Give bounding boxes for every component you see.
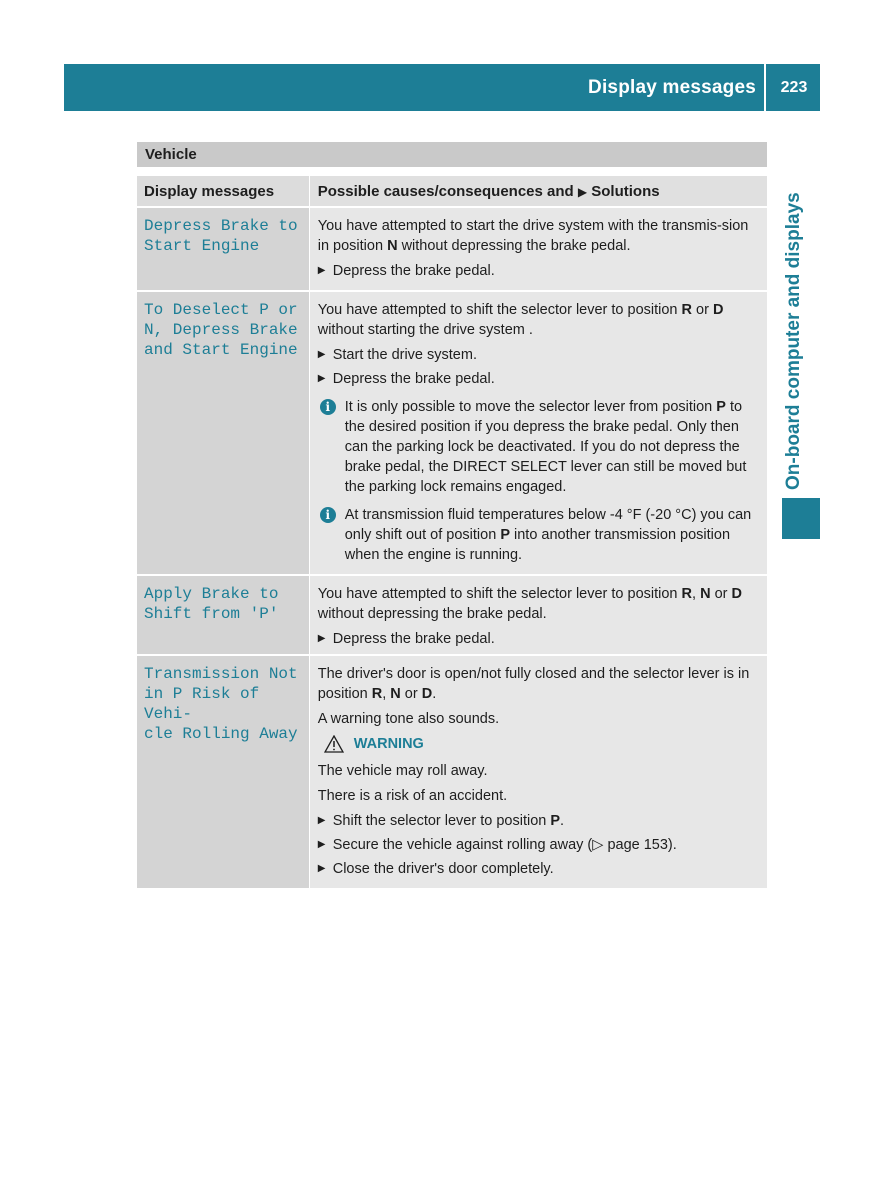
warning-label: WARNING	[353, 736, 424, 752]
solutions-triangle-icon: ▶	[577, 185, 588, 199]
column-header-messages: Display messages	[137, 176, 309, 206]
page-reference: Secure the vehicle against rolling away (▷ page 153).	[332, 837, 677, 853]
info-note: i It is only possible to move the selector lever from position P to the desired position if you depress the brake pedal. Only then can the parking lock be deactivated. If you do not depress the brake pedal, the DIRECT SELECT lever can still be moved but the parking lock remains engaged.	[318, 397, 761, 497]
solution-step: ▶ Depress the brake pedal.	[317, 371, 495, 387]
solution-step: ▶ Shift the selector lever to position P.	[317, 813, 565, 829]
page-number: 223	[780, 79, 808, 96]
cause-text: You have attempted to shift the selector lever to position R, N or D without depressing the brake pedal.	[317, 586, 742, 622]
chapter-tab-marker	[782, 498, 820, 539]
cause-cell	[310, 208, 767, 290]
header-bar	[64, 64, 820, 111]
cause-cell	[310, 292, 767, 574]
cause-text: You have attempted to start the drive system with the transmis-sion in position N without depressing the brake pedal.	[317, 218, 749, 254]
bullet-triangle-icon: ▶	[317, 633, 326, 644]
table-row	[137, 656, 767, 888]
message-cell	[137, 208, 309, 290]
cause-text: The driver's door is open/not fully closed and the selector lever is in position R, N or D.	[317, 666, 750, 702]
page-title: Display messages	[588, 77, 756, 98]
display-message: Apply Brake to Shift from 'P'	[144, 585, 279, 623]
bullet-triangle-icon: ▶	[317, 839, 326, 850]
chapter-tab-label: On-board computer and displays	[783, 192, 804, 490]
message-cell	[137, 576, 309, 654]
info-icon: i	[320, 507, 336, 523]
info-note: i At transmission fluid temperatures below -4 °F (-20 °C) you can only shift out of position P into another transmission position when the engine is running.	[318, 505, 761, 565]
bullet-triangle-icon: ▶	[317, 349, 326, 360]
message-cell	[137, 656, 309, 888]
column-header-causes	[310, 176, 767, 206]
solution-step: ▶ Depress the brake pedal.	[317, 631, 495, 647]
table-row	[137, 292, 767, 576]
table-header-row	[137, 176, 767, 208]
section-gap	[137, 167, 767, 176]
bullet-triangle-icon: ▶	[317, 815, 326, 826]
bullet-triangle-icon: ▶	[317, 265, 326, 276]
cause-cell	[310, 576, 767, 654]
bullet-triangle-icon: ▶	[317, 373, 326, 384]
warning-text: There is a risk of an accident.	[317, 788, 508, 804]
table-row	[137, 576, 767, 656]
solution-step	[318, 835, 761, 855]
display-message: Depress Brake to Start Engine	[144, 217, 298, 255]
solution-step: ▶ Depress the brake pedal.	[317, 263, 495, 279]
solution-step: ▶ Close the driver's door completely.	[317, 861, 554, 877]
table-row	[137, 208, 767, 292]
section-heading: Vehicle	[137, 142, 767, 167]
cause-cell	[310, 656, 767, 888]
bullet-triangle-icon: ▶	[317, 863, 326, 874]
info-icon: i	[320, 399, 336, 415]
column-header-causes-text: Possible causes/consequences and	[317, 183, 574, 200]
solution-step: ▶ Start the drive system.	[317, 347, 477, 363]
display-message: To Deselect P or N, Depress Brake and Start Engine	[144, 301, 298, 359]
cause-text: You have attempted to shift the selector lever to position R or D without starting the drive system .	[317, 302, 724, 338]
display-message: Transmission Not in P Risk of Vehi- cle Rolling Away	[144, 665, 298, 743]
warning-triangle-icon	[324, 735, 344, 753]
header-divider	[764, 64, 766, 111]
warning-text: The vehicle may roll away.	[317, 763, 488, 779]
column-header-solutions-text: Solutions	[591, 183, 660, 200]
warning-tone-text: A warning tone also sounds.	[317, 711, 500, 727]
warning-heading	[324, 735, 761, 753]
message-cell	[137, 292, 309, 574]
display-messages-table	[137, 142, 767, 888]
